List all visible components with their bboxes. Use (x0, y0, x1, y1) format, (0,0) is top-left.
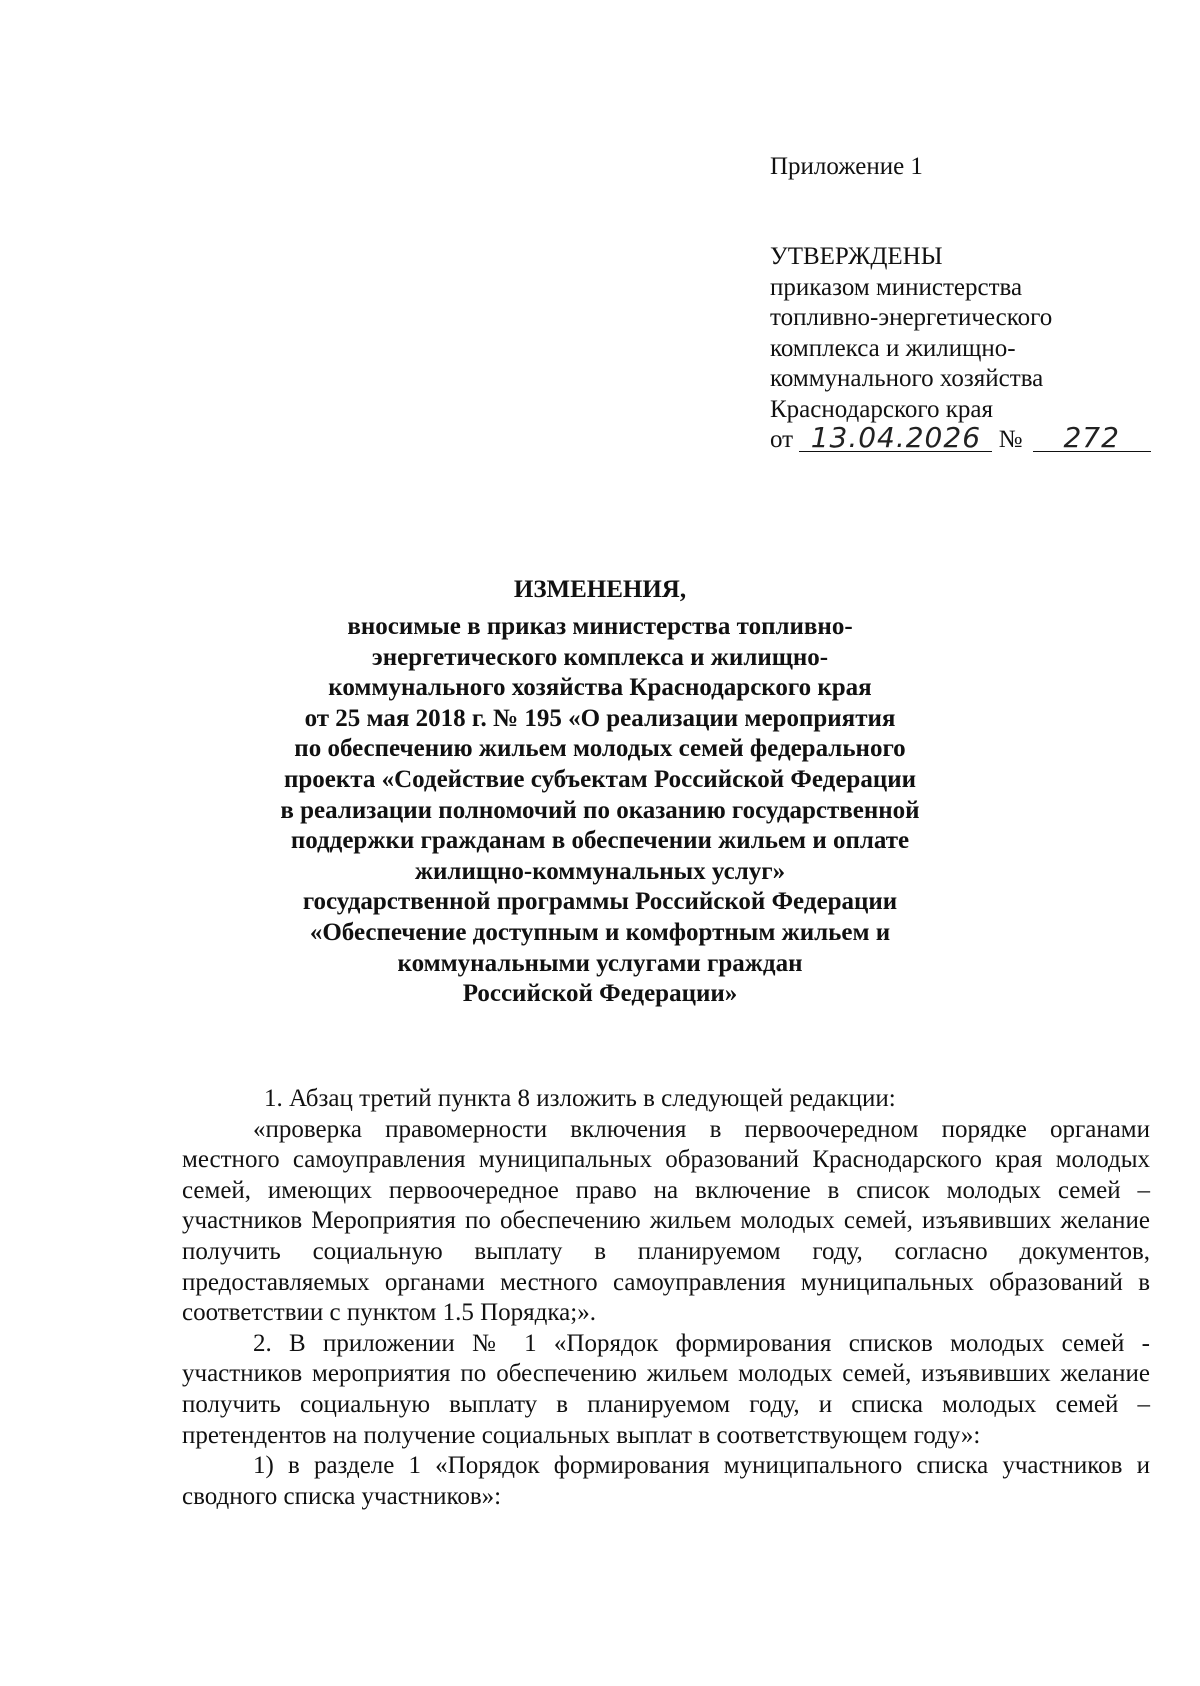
date-prefix: от (770, 426, 794, 453)
subheading-line: поддержки гражданам в обеспечении жильем и оплате (290, 827, 910, 855)
subheading-line: коммунальными услугами граждан (397, 949, 803, 977)
handwritten-number: 272 (1033, 425, 1151, 452)
approval-line: приказом министерства (770, 273, 1023, 301)
order-date-line (770, 421, 1150, 456)
subheading-line: по обеспечению жильем молодых семей федерального (294, 735, 906, 763)
number-prefix: № (998, 426, 1023, 453)
subheading-line: вносимые в приказ министерства топливно- (347, 613, 853, 640)
handwritten-date: 13.04.2026 (799, 425, 992, 452)
subheading-line: «Обеспечение доступным и комфортным жильем и (309, 918, 891, 946)
document-body (182, 1084, 1150, 1512)
approval-block (770, 242, 1150, 456)
approval-line: коммунального хозяйства (770, 365, 1044, 392)
subheading-line: от 25 мая 2018 г. № 195 «О реализации мероприятия (304, 704, 896, 732)
approval-line: комплекса и жилищно- (770, 334, 1016, 362)
point-2-text: 2. В приложении № 1 «Порядок формирования списков молодых семей - участников мероприятия по обеспечению жильем молодых семей, изъявивших желание получить социальную выплату в планируемом году, и списка молодых семей – претендентов на получение социальных выплат в соответствующем году»: (182, 1329, 1150, 1449)
subheading-line: коммунального хозяйства Краснодарского края (328, 674, 872, 702)
subpoint-1-text: 1) в разделе 1 «Порядок формирования муниципального списка участников и сводного списка участников»: (182, 1452, 1150, 1510)
approval-line: Краснодарского края (770, 395, 993, 423)
subheading-line: жилищно-коммунальных услуг» (414, 857, 786, 885)
subheading-line: проекта «Содействие субъектам Российской Федерации (283, 765, 917, 793)
appendix-label: Приложение 1 (770, 153, 923, 180)
approval-line: топливно-энергетического (770, 304, 1053, 331)
document-heading: ИЗМЕНЕНИЯ, (513, 576, 687, 603)
subheading-line: Российской Федерации» (462, 980, 738, 1008)
point-1-text: «проверка правомерности включения в первоочередном порядке органами местного самоуправления муниципальных образований Краснодарского края молодых семей, имеющих первоочередное право на включение в список молодых семей – участников Мероприятия по обеспечению жильем молодых семей, изъявивших желание получить социальную выплату в планируемом году, согласно документов, предоставляемых органами местного самоуправления муниципальных образований в соответствии с пунктом 1.5 Порядка;». (182, 1115, 1150, 1327)
document-subheading (230, 612, 970, 1010)
approved-heading: УТВЕРЖДЕНЫ (770, 243, 943, 270)
subheading-line: энергетического комплекса и жилищно- (371, 643, 829, 671)
subheading-line: в реализации полномочий по оказанию государственной (280, 796, 920, 824)
subheading-line: государственной программы Российской Федерации (302, 888, 898, 916)
point-1-heading: 1. Абзац третий пункта 8 изложить в следующей редакции: (264, 1085, 896, 1112)
